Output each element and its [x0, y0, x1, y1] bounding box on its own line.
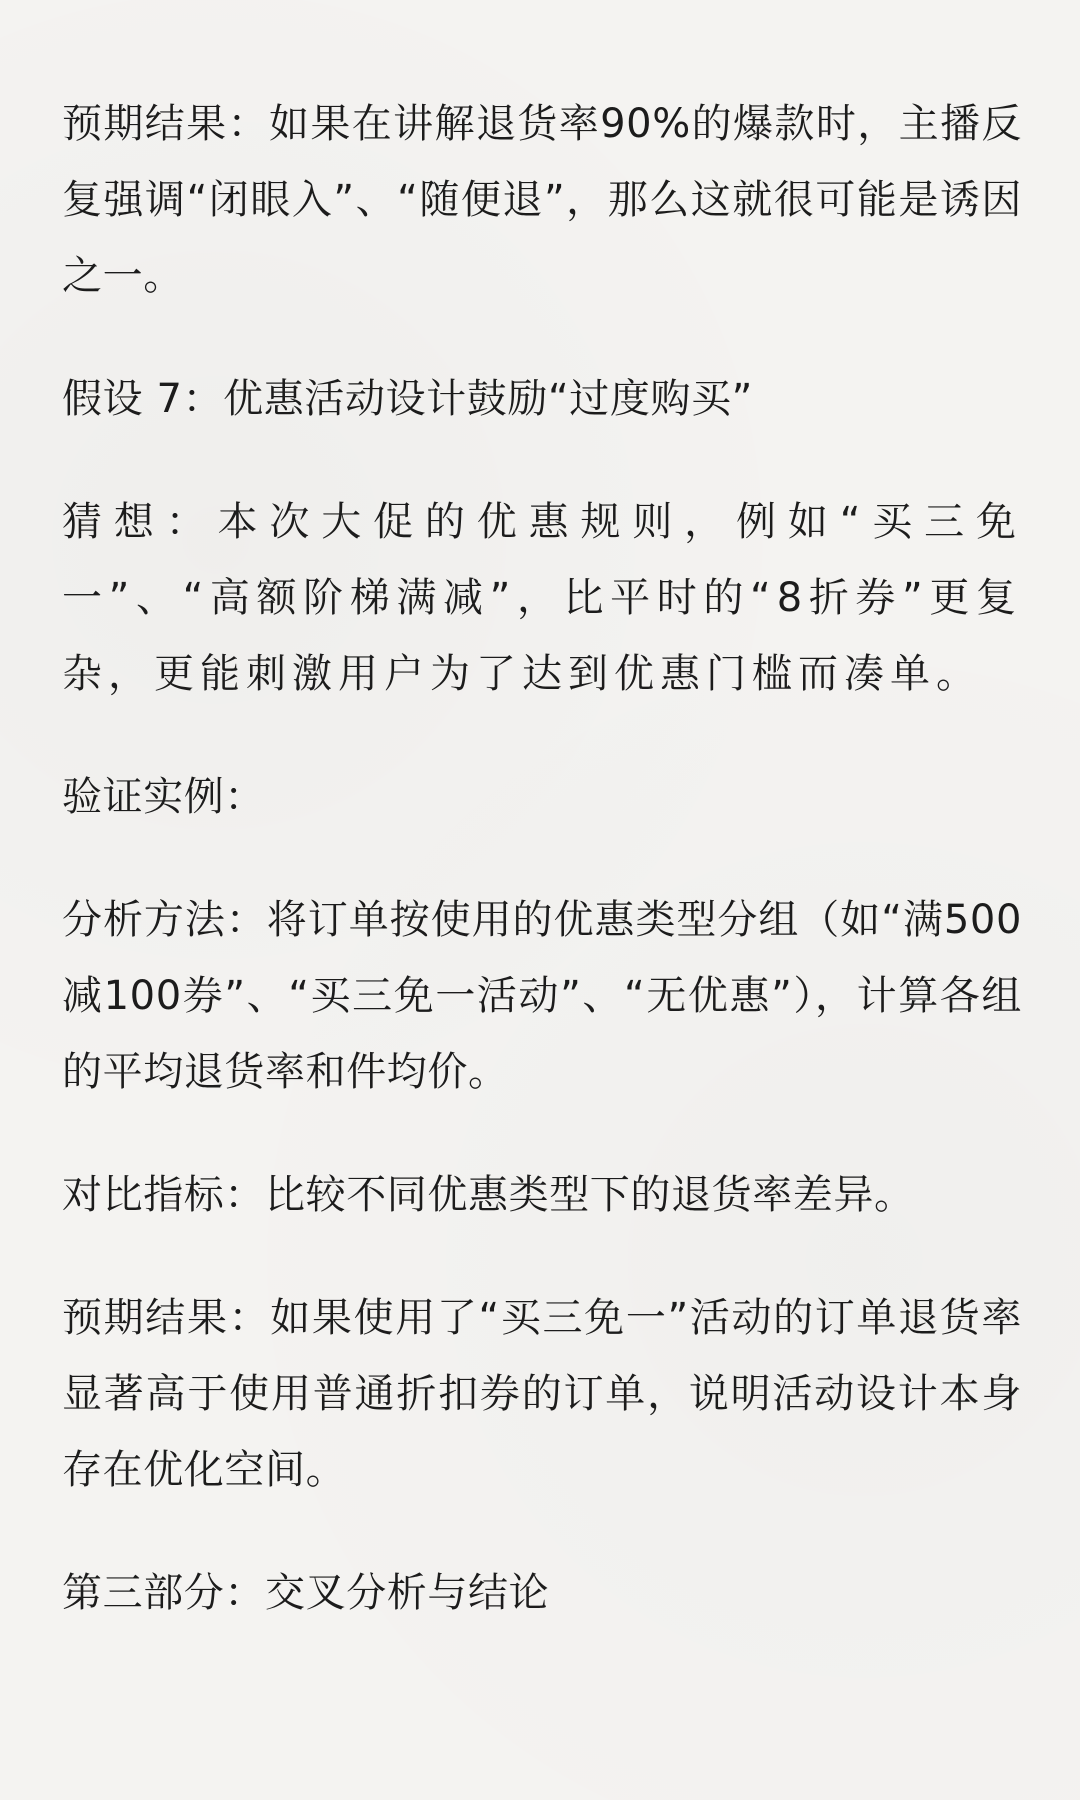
verification-example-heading: 验证实例：: [62, 774, 265, 820]
analysis-method-paragraph: 分析方法：将订单按使用的优惠类型分组（如“满500减100券”、“买三免一活动”、“无优惠”），计算各组的平均退货率和件均价。: [62, 897, 1022, 1095]
part-three-heading: 第三部分：交叉分析与结论: [62, 1570, 550, 1616]
expected-result-paragraph-2: 预期结果：如果使用了“买三免一”活动的订单退货率显著高于使用普通折扣券的订单，说明活动设计本身存在优化空间。: [62, 1295, 1022, 1493]
comparison-metric-paragraph: 对比指标：比较不同优惠类型下的退货率差异。: [62, 1172, 915, 1218]
expected-result-paragraph-1: 预期结果：如果在讲解退货率90%的爆款时，主播反复强调“闭眼入”、“随便退”，那么这就很可能是诱因之一。: [62, 101, 1022, 299]
hypothesis-7-heading: 假设 7：优惠活动设计鼓励“过度购买”: [62, 376, 754, 422]
conjecture-paragraph: 猜想：本次大促的优惠规则，例如“买三免一”、“高额阶梯满减”，比平时的“8折券”更复杂，更能刺激用户为了达到优惠门槛而凑单。: [62, 499, 1022, 697]
